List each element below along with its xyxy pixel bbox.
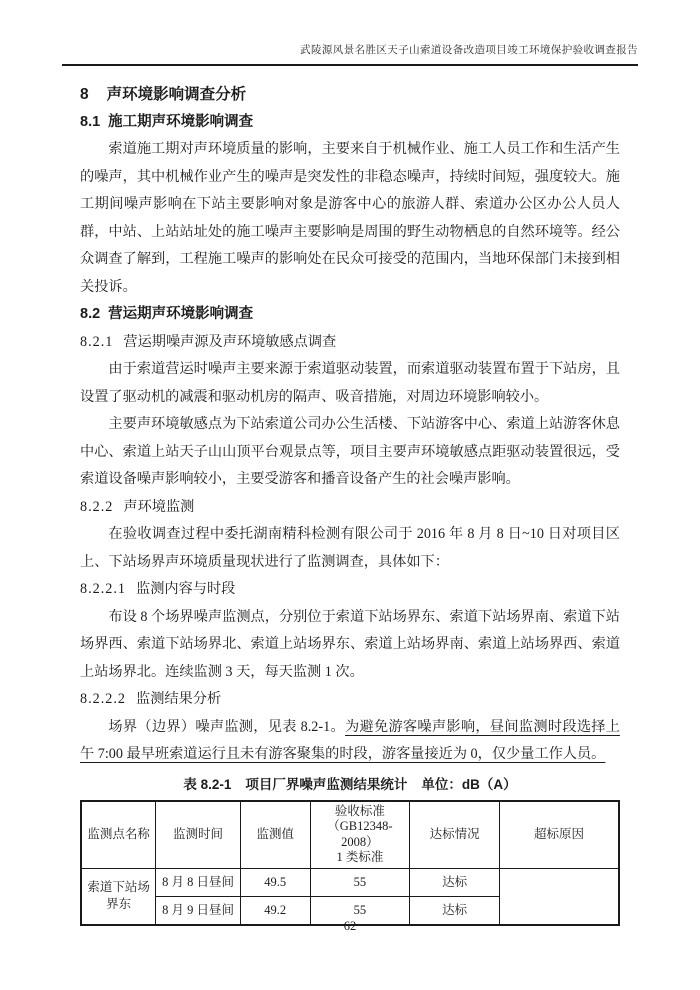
heading-8-2-2-2-number: 8.2.2.2 xyxy=(80,691,127,707)
heading-8-number: 8 xyxy=(80,86,89,103)
column-header-time: 监测时间 xyxy=(156,801,240,869)
cell-standard: 55 xyxy=(310,896,410,925)
paragraph-operation-noise-source: 由于索道营运时噪声主要来源于索道驱动装置，而索道驱动装置布置于下站房，且设置了驱动机的减震和驱动机房的隔声、吸音措施，对周边环境影响较小。 xyxy=(80,361,620,405)
heading-8-2-2 xyxy=(80,494,620,522)
heading-8-text: 声环境影响调查分析 xyxy=(106,86,247,103)
cell-status: 达标 xyxy=(410,868,500,896)
paragraph-monitoring-commission: 在验收调查过程中委托湖南精科检测有限公司于 2016 年 8 月 8 日~10 日对项目区上、下站场界声环境质量现状进行了监测调查，具体如下： xyxy=(80,526,620,570)
paragraph-construction-noise: 索道施工期对声环境质量的影响，主要来自于机械作业、施工人员工作和生活产生的噪声，其中机械作业产生的噪声是突发性的非稳态噪声，持续时间短，强度较大。施工期间噪声影响在下站主要影响对象是游客中心的旅游人群、索道办公区办公人员人群，中站、上站站址处的施工噪声主要影响是周围的野生动物栖息的自然环境等。经公众调查了解到，工程施工噪声的影响处在民众可接受的范围内，当地环保部门未接到相关投诉。 xyxy=(80,141,620,295)
cell-status: 达标 xyxy=(410,896,500,925)
paragraph-sensitive-points: 主要声环境敏感点为下站索道公司办公生活楼、下站游客中心、索道上站游客休息中心、索道上站天子山山顶平台观景点等，项目主要声环境敏感点距驱动装置很远，受索道设备噪声影响较小，主要受游客和播音设备产生的社会噪声影响。 xyxy=(80,416,620,487)
heading-8-2-2-2-text: 监测结果分析 xyxy=(136,691,222,707)
column-header-standard-line1: 验收标准 xyxy=(334,803,385,818)
cell-time: 8 月 9 日昼间 xyxy=(156,896,240,925)
table-caption-title: 项目厂界噪声监测结果统计 xyxy=(245,776,408,792)
cell-reason xyxy=(500,868,619,925)
table-caption xyxy=(80,773,620,797)
column-header-value: 监测值 xyxy=(240,801,310,869)
heading-8 xyxy=(80,81,620,109)
heading-8-2-2-number: 8.2.2 xyxy=(80,498,114,515)
cell-site-group: 索道下站场界东 xyxy=(81,868,156,925)
table-caption-label: 表 8.2-1 xyxy=(183,776,232,792)
heading-8-2-2-2 xyxy=(80,686,620,714)
heading-8-1-number: 8.1 xyxy=(80,113,101,130)
heading-8-2-2-1-number: 8.2.2.1 xyxy=(80,581,127,597)
heading-8-2-1-number: 8.2.1 xyxy=(80,333,114,350)
document-body xyxy=(80,81,620,926)
column-header-standard xyxy=(310,801,410,869)
column-header-status: 达标情况 xyxy=(410,801,500,869)
heading-8-2-2-1-text: 监测内容与时段 xyxy=(136,581,236,597)
running-header xyxy=(62,42,638,66)
heading-8-2-2-text: 声环境监测 xyxy=(123,498,195,515)
paragraph-monitoring-result-lead: 场界（边界）噪声监测，见表 8.2-1。 xyxy=(108,718,345,735)
noise-monitoring-table xyxy=(80,800,620,926)
heading-8-1-text: 施工期声环境影响调查 xyxy=(108,113,254,130)
cell-time: 8 月 8 日昼间 xyxy=(156,868,240,896)
heading-8-2 xyxy=(80,301,620,329)
column-header-site: 监测点名称 xyxy=(81,801,156,869)
paragraph-monitoring-points: 布设 8 个场界噪声监测点，分别位于索道下站场界东、索道下站场界南、索道下站场界西、索道下站场界北、索道上站场界东、索道上站场界南、索道上站场界西、索道上站场界北。连续监测 3 天，每天监测 1 次。 xyxy=(80,608,620,680)
column-header-reason: 超标原因 xyxy=(500,801,619,869)
column-header-standard-line3: 1 类标准 xyxy=(336,850,384,864)
cell-value: 49.5 xyxy=(240,868,310,896)
page-number: 62 xyxy=(343,919,357,933)
heading-8-2-2-1 xyxy=(80,576,620,604)
table-header-row xyxy=(81,801,619,869)
column-header-standard-line2: （GB12348-2008） xyxy=(327,819,393,849)
heading-8-2-number: 8.2 xyxy=(80,306,101,322)
paragraph-monitoring-result-underlined: 为避免游客噪声影响，昼间监测时段选择上午 7:00 最早班索道运行且未有游客聚集的时段，游客量接近为 0，仅少量工作人员。 xyxy=(80,718,620,762)
heading-8-2-1 xyxy=(80,329,620,357)
table-row xyxy=(81,868,619,896)
running-header-title: 武陵源风景名胜区天子山索道设备改造项目竣工环境保护验收调查报告 xyxy=(300,45,638,56)
cell-value: 49.2 xyxy=(240,896,310,925)
table-caption-unit: 单位：dB（A） xyxy=(421,776,517,792)
cell-standard: 55 xyxy=(310,868,410,896)
paragraph-monitoring-result xyxy=(80,714,620,769)
heading-8-1 xyxy=(80,109,620,137)
heading-8-2-1-text: 营运期噪声源及声环境敏感点调查 xyxy=(123,333,337,350)
heading-8-2-text: 营运期声环境影响调查 xyxy=(108,306,254,322)
